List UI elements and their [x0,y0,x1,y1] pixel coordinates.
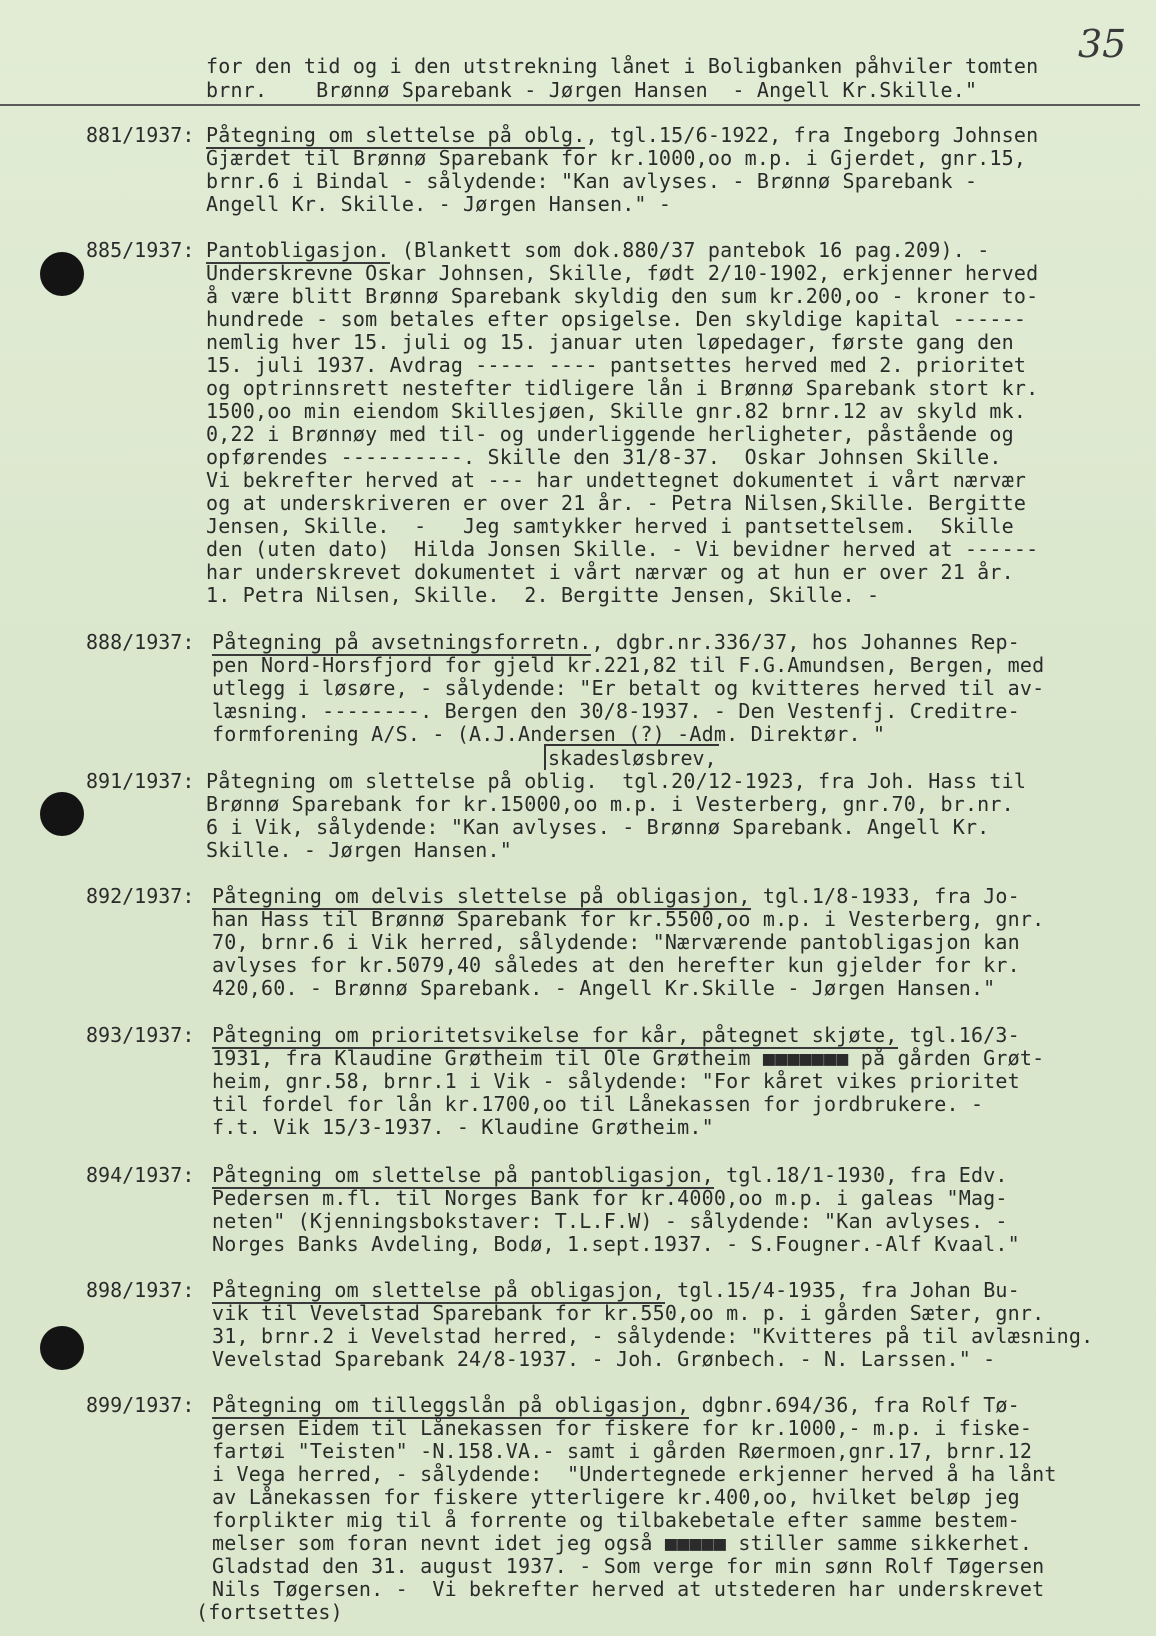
entry-line: formforening A/S. - (A.J.Andersen (?) -Adm. Direktør. " [212,722,886,746]
entry-line: Jensen, Skille. - Jeg samtykker herved i pantsettelsem. Skille [206,514,1014,538]
entry-line: 1. Petra Nilsen, Skille. 2. Bergitte Jensen, Skille. - [206,583,880,607]
binder-hole-bottom [40,1326,84,1370]
entry-line: neten" (Kjenningsbokstaver: T.L.F.W) - sålydende: "Kan avlyses. - [212,1209,1008,1233]
continuation-note: (fortsettes) [196,1600,343,1624]
entry-line: hundrede - som betales efter opsigelse. Den skyldige kapital ------ [206,307,1027,331]
entry-line: (Blankett som dok.880/37 pantebok 16 pag.209). - [389,238,990,262]
entry-line: nemlig hver 15. juli og 15. januar uten løpedager, første gang den [206,330,1014,354]
entry-heading: Påtegning om tilleggslån på obligasjon, [212,1393,690,1417]
entry-heading: Pantobligasjon. [206,238,390,262]
entry-line: av Lånekassen for fiskere ytterligere kr.400,oo, hvilket beløp jeg [212,1485,1020,1509]
binder-hole-top [40,252,84,296]
entry-line: 15. juli 1937. Avdrag ----- ---- pantsettes herved med 2. prioritet [206,353,1027,377]
entry-heading: Påtegning om slettelse på oblg. [206,123,586,147]
entry-line: Vevelstad Sparebank 24/8-1937. - Joh. Grønbech. - N. Larssen." - [212,1347,996,1371]
entry-number: 892/1937: [86,884,195,908]
entry-line: f.t. Vik 15/3-1937. - Klaudine Grøtheim." [212,1115,714,1139]
entry-line: Brønnø Sparebank for kr.15000,oo m.p. i Vesterberg, gnr.70, br.nr. [206,792,1014,816]
entry-line: dgbnr.694/36, fra Rolf Tø- [689,1393,1020,1417]
entry-line: i Vega herred, - sålydende: "Undertegnede erkjenner herved å ha lånt [212,1462,1057,1486]
entry-line: fartøi "Teisten" -N.158.VA.- samt i gården Røermoen,gnr.17, brnr.12 [212,1439,1033,1463]
entry-line: 6 i Vik, sålydende: "Kan avlyses. - Brønnø Sparebank. Angell Kr. [206,815,990,839]
entry-line: , tgl.15/6-1922, fra Ingeborg Johnsen [585,123,1039,147]
entry-line: Skille. - Jørgen Hansen." [206,838,513,862]
entry-line: heim, gnr.58, brnr.1 i Vik - sålydende: "For kåret vikes prioritet [212,1069,1020,1093]
entry-line: 0,22 i Brønnøy med til- og underliggende herligheter, påstående og [206,422,1014,446]
entry-line: 31, brnr.2 i Vevelstad herred, - sålydende: "Kvitteres på til avlæsning. [212,1324,1094,1348]
entry-line: og optrinnsrett nestefter tidligere lån i Brønnø Sparebank stort kr. [206,376,1039,400]
entry-line: tgl.15/4-1935, fra Johan Bu- [664,1278,1020,1302]
entry-line: brnr.6 i Bindal - sålydende: "Kan avlyses. - Brønnø Sparebank - [206,169,978,193]
entry-line: , dgbr.nr.336/37, hos Johannes Rep- [591,630,1020,654]
entry-line: 420,60. - Brønnø Sparebank. - Angell Kr.Skille - Jørgen Hansen." [212,976,996,1000]
entry-line: han Hass til Brønnø Sparebank for kr.5500,oo m.p. i Vesterberg, gnr. [212,907,1045,931]
entry-line: Gladstad den 31. august 1937. - Som verge for min sønn Rolf Tøgersen [212,1554,1045,1578]
entry-heading: Påtegning om slettelse på obligasjon, [212,1278,665,1302]
insertion-note: skadesløsbrev, [544,744,719,770]
entry-number: 893/1937: [86,1023,195,1047]
entry-heading: Påtegning om prioritetsvikelse for kår, påtegnet skjøte, [212,1023,898,1047]
entry-number: 898/1937: [86,1278,195,1302]
entry-number: 881/1937: [86,123,195,147]
entry-line: Vi bekrefter herved at --- har undettegnet dokumentet i vårt nærvær [206,468,1027,492]
entry-line: Underskrevne Oskar Johnsen, Skille, født 2/10-1902, erkjenner herved [206,261,1039,285]
entry-line: 1931, fra Klaudine Grøtheim til Ole Grøtheim ■■■■■■■ på gården Grøt- [212,1046,1045,1070]
page-number: 35 [1078,22,1127,66]
entry-line: Norges Banks Avdeling, Bodø, 1.sept.1937. - S.Fougner.-Alf Kvaal." [212,1232,1020,1256]
entry-line: Gjærdet til Brønnø Sparebank for kr.1000,oo m.p. i Gjerdet, gnr.15, [206,146,1027,170]
entry-number: 891/1937: [86,769,195,793]
entry-heading: Påtegning på avsetningsforretn. [212,630,592,654]
entry-line: 1500,oo min eiendom Skillesjøen, Skille gnr.82 brnr.12 av skyld mk. [206,399,1027,423]
entry-line: vik til Vevelstad Sparebank for kr.550,oo m. p. i gården Sæter, gnr. [212,1301,1045,1325]
entry-line: Pedersen m.fl. til Norges Bank for kr.4000,oo m.p. i galeas "Mag- [212,1186,1008,1210]
entry-number: 894/1937: [86,1163,195,1187]
entry-line: tgl.16/3- [897,1023,1020,1047]
entry-line: læsning. --------. Bergen den 30/8-1937. - Den Vestenfj. Creditre- [212,699,1020,723]
entry-number: 899/1937: [86,1393,195,1417]
entry-number: 885/1937: [86,238,195,262]
entry-line: Nils Tøgersen. - Vi bekrefter herved at utstederen har underskrevet [212,1577,1045,1601]
entry-line: utlegg i løsøre, - sålydende: "Er betalt og kvitteres herved til av- [212,676,1045,700]
entry-line: å være blitt Brønnø Sparebank skyldig den sum kr.200,oo - kroner to- [206,284,1039,308]
entry-heading: Påtegning om delvis slettelse på obligasjon, [212,884,751,908]
entry-line: melser som foran nevnt idet jeg også ■■■■■ stiller samme sikkerhet. [212,1531,1033,1555]
entry-line: den (uten dato) Hilda Jonsen Skille. - Vi bevidner herved at ------ [206,537,1039,561]
entry-line: har underskrevet dokumentet i vårt nærvær og at hun er over 21 år. [206,560,1014,584]
entry-line: tgl.18/1-1930, fra Edv. [713,1163,1008,1187]
header-rule [0,104,1140,106]
entry-line: avlyses for kr.5079,40 således at den herefter kun gjelder for kr. [212,953,1020,977]
entry-line: pen Nord-Horsfjord for gjeld kr.221,82 til F.G.Amundsen, Bergen, med [212,653,1045,677]
header-line: for den tid og i den utstrekning lånet i Boligbanken påhviler tomten [206,54,1039,78]
entry-line: tgl.1/8-1933, fra Jo- [750,884,1020,908]
header-line: brnr. Brønnø Sparebank - Jørgen Hansen - Angell Kr.Skille." [206,78,978,102]
entry-number: 888/1937: [86,630,195,654]
entry-line: Angell Kr. Skille. - Jørgen Hansen." - [206,192,672,216]
entry-line: Påtegning om slettelse på oblig. tgl.20/12-1923, fra Joh. Hass til [206,769,1027,793]
entry-line: 70, brnr.6 i Vik herred, sålydende: "Nærværende pantobligasjon kan [212,930,1020,954]
entry-line: opførendes ----------. Skille den 31/8-37. Oskar Johnsen Skille. [206,445,1002,469]
entry-line: forplikter mig til å forrente og tilbakebetale efter samme bestem- [212,1508,1020,1532]
entry-line: gersen Eidem til Lånekassen for fiskere for kr.1000,- m.p. i fiske- [212,1416,1033,1440]
entry-line: til fordel for lån kr.1700,oo til Lånekassen for jordbrukere. - [212,1092,984,1116]
entry-line: og at underskriveren er over 21 år. - Petra Nilsen,Skille. Bergitte [206,491,1027,515]
binder-hole-middle [40,792,84,836]
entry-heading: Påtegning om slettelse på pantobligasjon, [212,1163,714,1187]
